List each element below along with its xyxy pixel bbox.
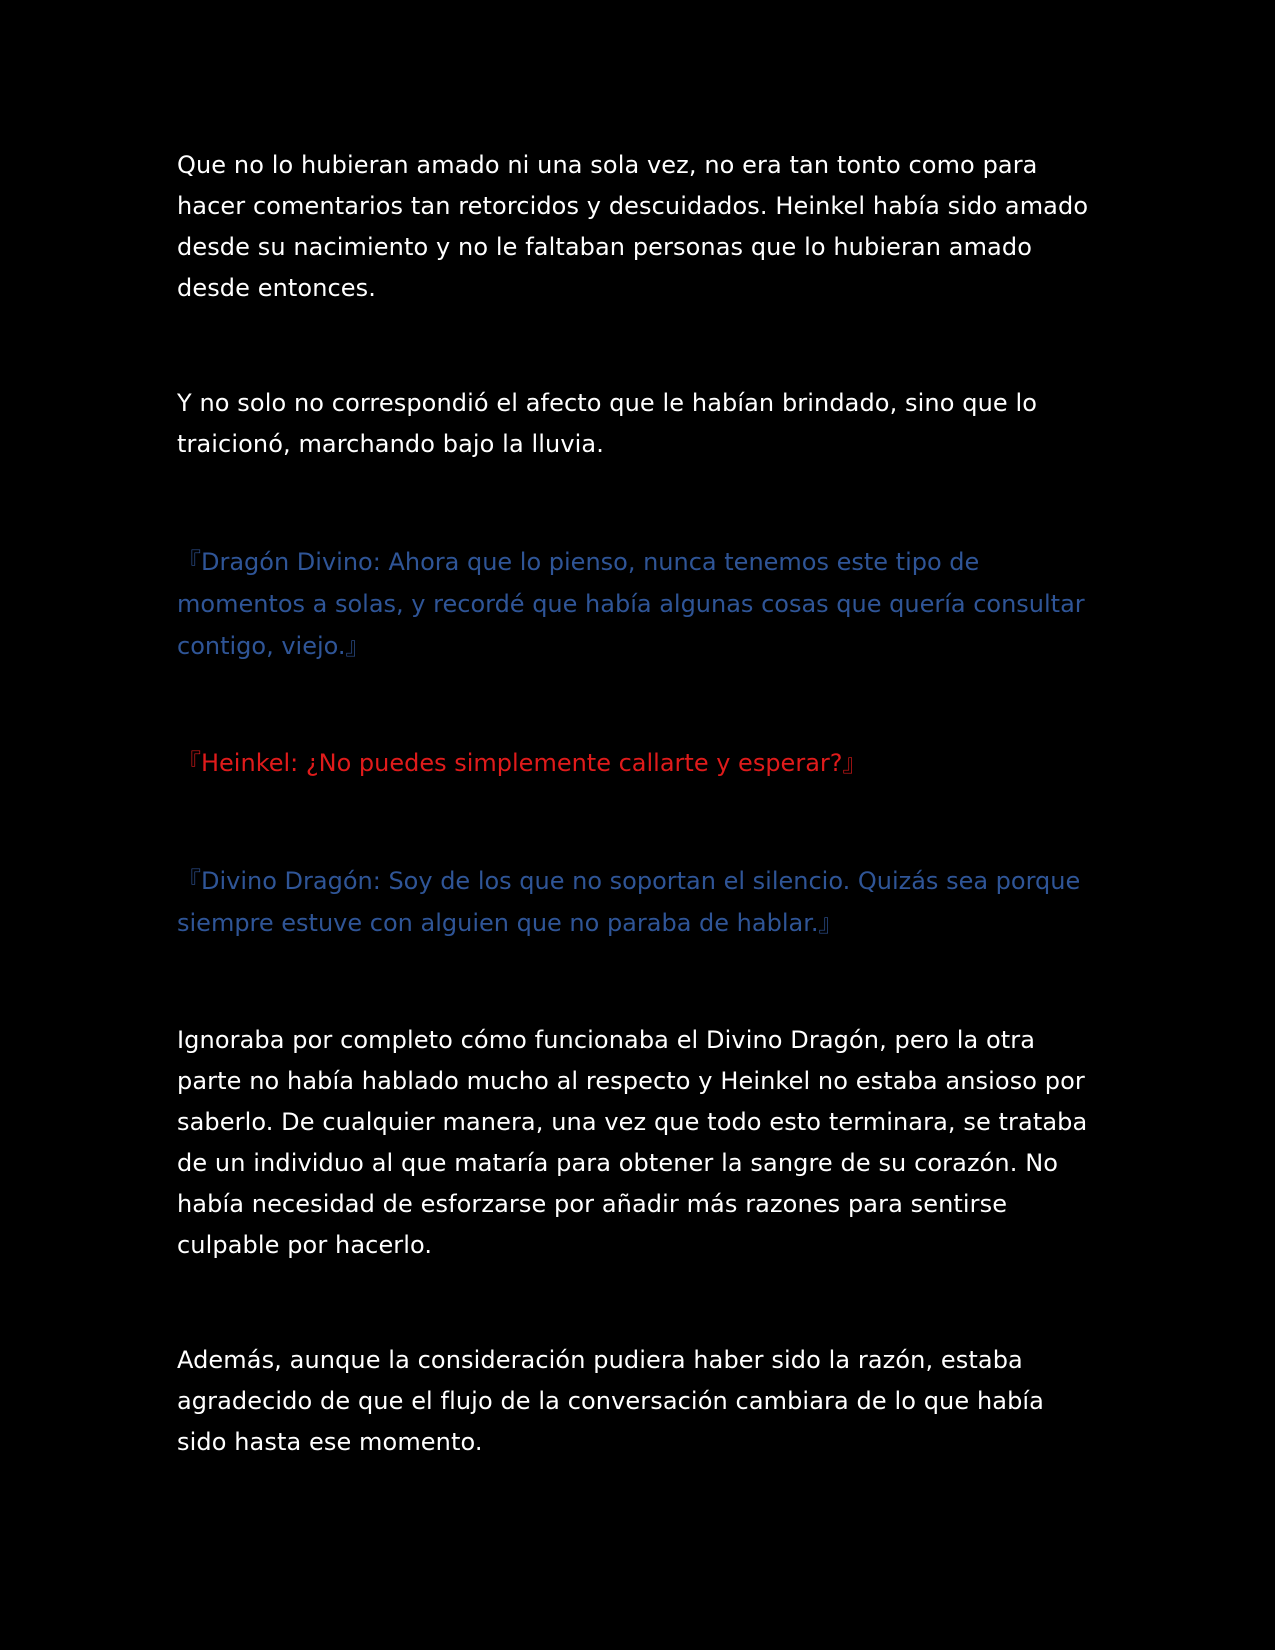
narration-paragraph: Que no lo hubieran amado ni una sola vez, no era tan tonto como para hacer comentarios tan retorcidos y descuidados. Heinkel había sido amado desde su nacimiento y no le faltaban personas que lo hubieran amado desde entonces.	[177, 151, 1089, 302]
narration-paragraph: Ignoraba por completo cómo funcionaba el Divino Dragón, pero la otra parte no había hablado mucho al respecto y Heinkel no estaba ansioso por saberlo. De cualquier manera, una vez que todo esto terminara, se trataba de un individuo al que mataría para obtener la sangre de su corazón. No había necesidad de esforzarse por añadir más razones para sentirse culpable por hacerlo.	[177, 1026, 1088, 1259]
dragon-dialogue: 『Dragón Divino: Ahora que lo pienso, nunca tenemos este tipo de momentos a solas, y recordé que había algunas cosas que quería consultar contigo, viejo.』	[177, 548, 1085, 660]
paragraph-spacer	[177, 309, 1097, 383]
narration-paragraph: Además, aunque la consideración pudiera haber sido la razón, estaba agradecido de que el flujo de la conversación cambiara de lo que había sido hasta ese momento.	[177, 1346, 1044, 1456]
dragon-dialogue: 『Divino Dragón: Soy de los que no soportan el silencio. Quizás sea porque siempre estuve con alguien que no paraba de hablar.』	[177, 867, 1081, 937]
heinkel-dialogue: 『Heinkel: ¿No puedes simplemente callarte y esperar?』	[177, 749, 867, 777]
paragraph-spacer	[177, 1266, 1097, 1340]
paragraph-spacer	[177, 465, 1097, 541]
paragraph-spacer	[177, 944, 1097, 1020]
document-page	[177, 145, 1097, 1463]
narration-paragraph: Y no solo no correspondió el afecto que le habían brindado, sino que lo traicionó, marchando bajo la lluvia.	[177, 389, 1038, 458]
paragraph-spacer	[177, 667, 1097, 742]
paragraph-spacer	[177, 784, 1097, 860]
